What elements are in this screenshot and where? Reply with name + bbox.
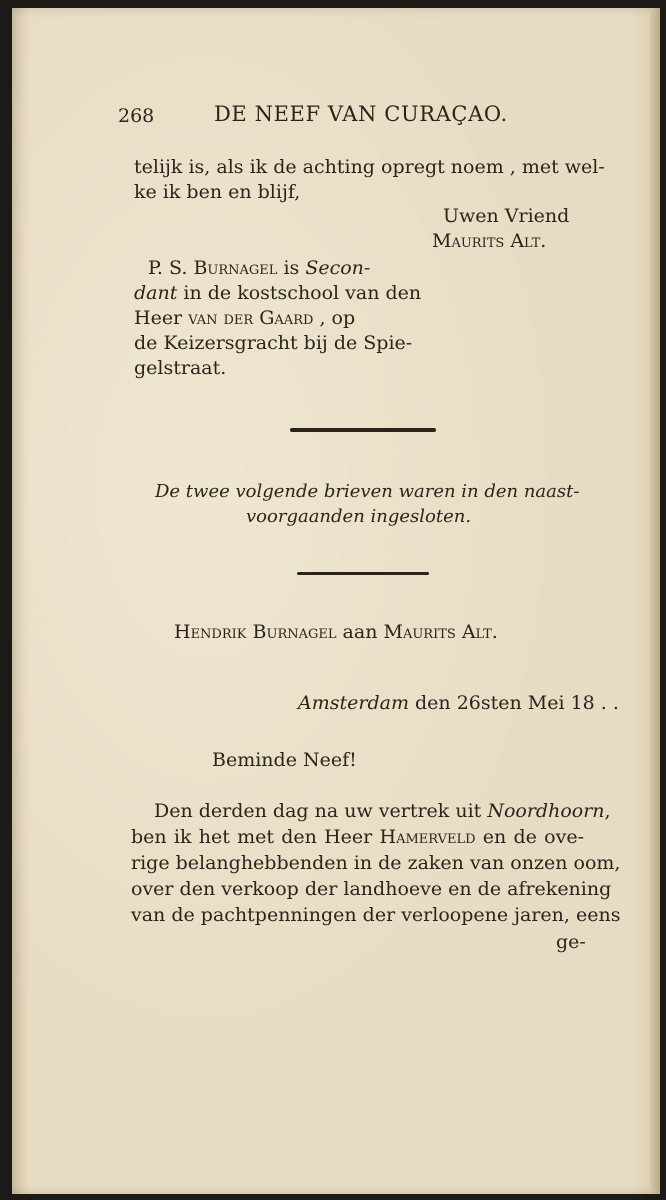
closing-phrase: Uwen Vriend [443,205,570,227]
body-line-2: ben ik het met den Heer Hamerveld en de ove- [131,826,584,848]
body-line-3: rige belanghebbenden in de zaken van onzen oom, [131,852,621,874]
dateline: Amsterdam den 26sten Mei 18 . . [298,692,619,714]
catchword: ge- [556,931,586,953]
editorial-note-line-1: De twee volgende brieven waren in den naast- [155,481,580,502]
running-title: DE NEEF VAN CURAÇAO. [214,102,508,126]
signature: Maurits Alt. [432,230,547,252]
section-divider [290,428,436,432]
body-line-4: over den verkoop der landhoeve en de afrekening [131,878,612,900]
editorial-note-line-2: voorgaanden ingesloten. [246,506,472,527]
page-edge [650,8,660,1194]
body-line-5: van de pachtpenningen der verloopene jaren, eens [131,904,621,926]
letter-heading: Hendrik Burnagel aan Maurits Alt. [174,621,498,643]
section-divider [297,572,429,575]
postscript-line-2: dant in de kostschool van den [134,282,422,304]
salutation: Beminde Neef! [212,749,357,771]
letter-close-line-2: ke ik ben en blijf, [134,181,301,203]
book-page [12,8,660,1194]
page-number: 268 [118,105,155,127]
postscript-line-5: gelstraat. [134,357,227,379]
postscript-line-3: Heer van der Gaard , op [134,307,356,329]
letter-close-line-1: telijk is, als ik de achting opregt noem , met wel- [134,156,605,178]
postscript-line-1: P. S. Burnagel is Secon- [148,257,371,279]
body-line-1: Den derden dag na uw vertrek uit Noordhoorn, [154,800,611,822]
postscript-line-4: de Keizersgracht bij de Spie- [134,332,413,354]
